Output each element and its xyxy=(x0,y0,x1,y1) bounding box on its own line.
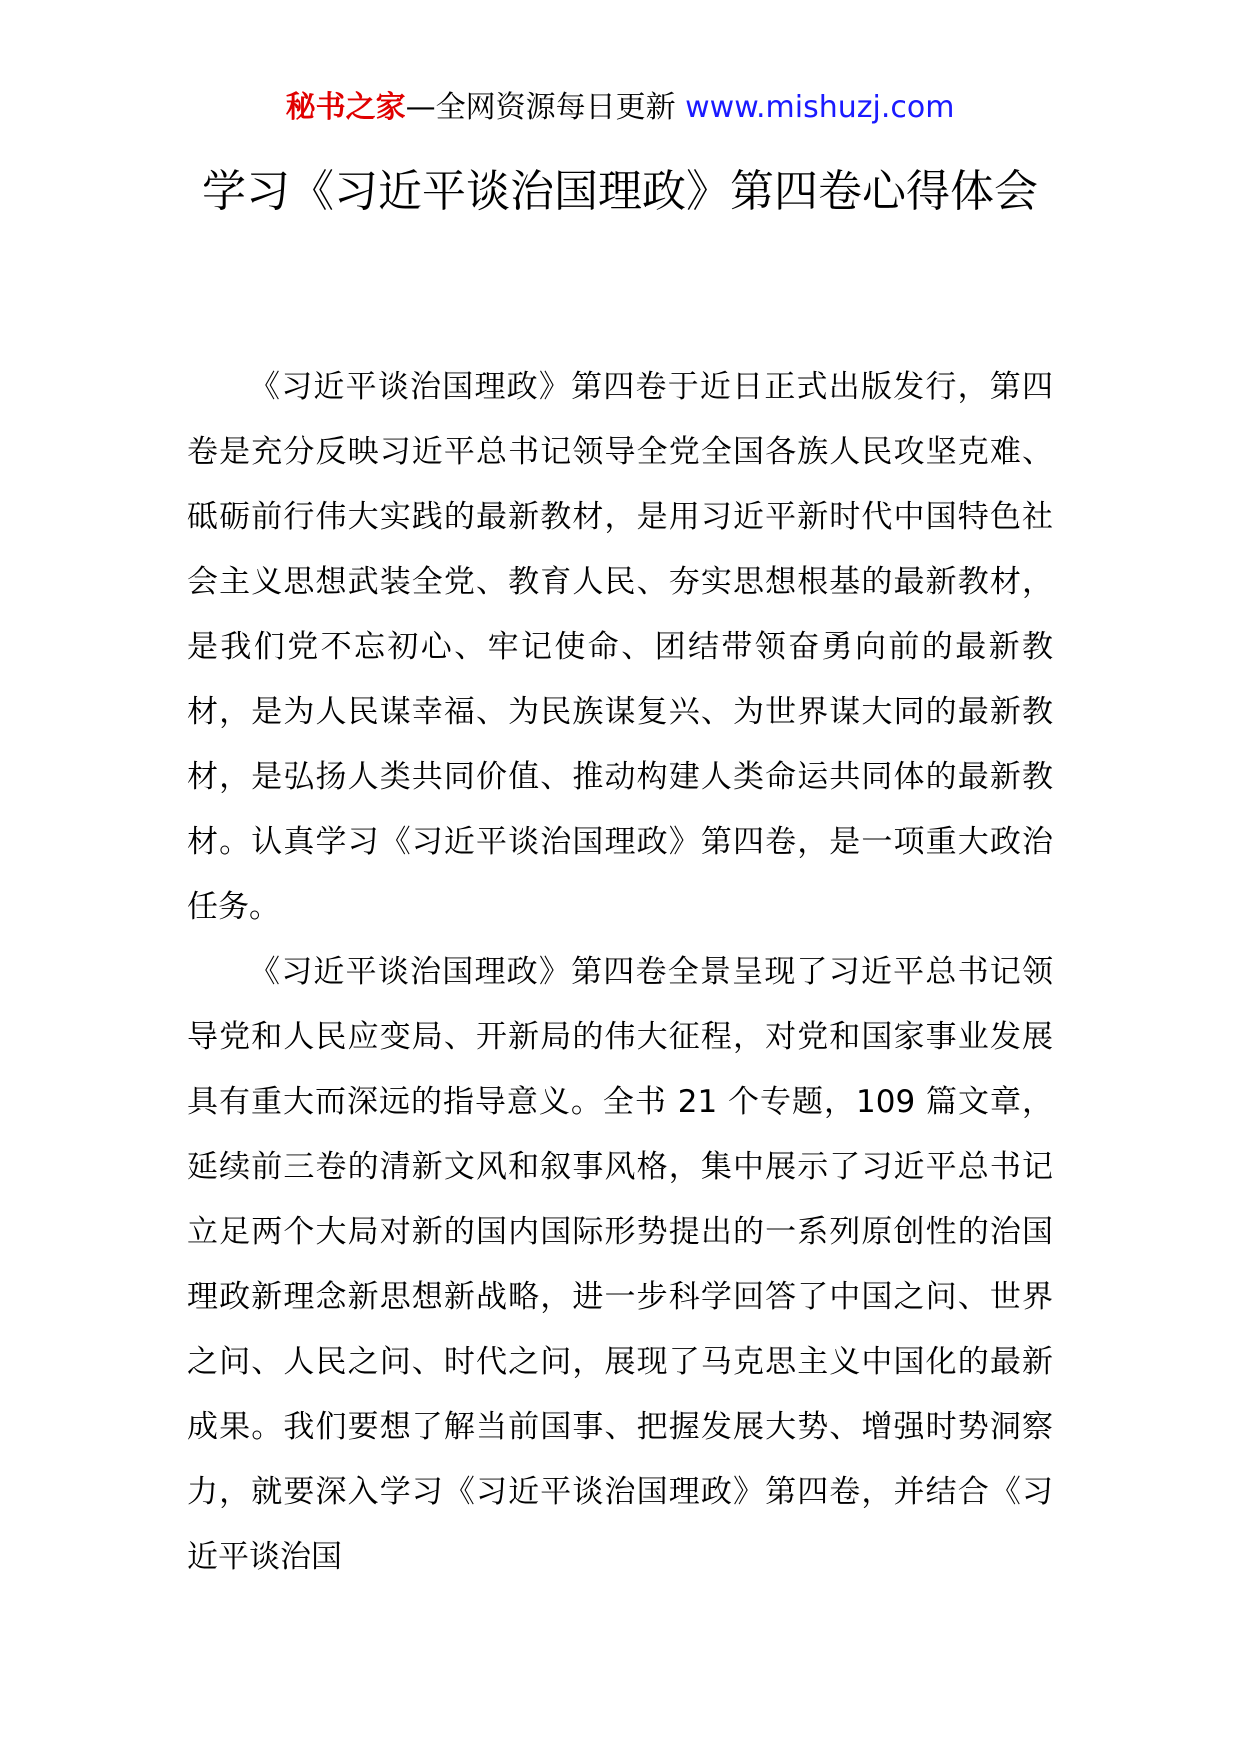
brand-name: 秘书之家 xyxy=(285,90,406,125)
site-header xyxy=(0,88,1240,128)
paragraph-1: 《习近平谈治国理政》第四卷于近日正式出版发行，第四卷是充分反映习近平总书记领导全党全国各族人民攻坚克难、砥砺前行伟大实践的最新教材，是用习近平新时代中国特色社会主义思想武装全党、教育人民、夯实思想根基的最新教材，是我们党不忘初心、牢记使命、团结带领奋勇向前的最新教材，是为人民谋幸福、为民族谋复兴、为世界谋大同的最新教材，是弘扬人类共同价值、推动构建人类命运共同体的最新教材。认真学习《习近平谈治国理政》第四卷，是一项重大政治任务。 xyxy=(187,369,1053,925)
header-tagline: —全网资源每日更新 xyxy=(405,90,686,125)
document-body xyxy=(187,355,1053,1590)
paragraph-2: 《习近平谈治国理政》第四卷全景呈现了习近平总书记领导党和人民应变局、开新局的伟大征程，对党和国家事业发展具有重大而深远的指导意义。全书 21 个专题，109 篇文章，延续前三卷的清新文风和叙事风格，集中展示了习近平总书记立足两个大局对新的国内国际形势提出的一系列原创性的治国理政新理念新思想新战略，进一步科学回答了中国之问、世界之问、人民之问、时代之问，展现了马克思主义中国化的最新成果。我们要想了解当前国事、把握发展大势、增强时势洞察力，就要深入学习《习近平谈治国理政》第四卷，并结合《习近平谈治国 xyxy=(187,954,1053,1575)
site-url-link[interactable]: www.mishuzj.com xyxy=(685,90,955,125)
document-title: 学习《习近平谈治国理政》第四卷心得体会 xyxy=(202,166,1038,217)
